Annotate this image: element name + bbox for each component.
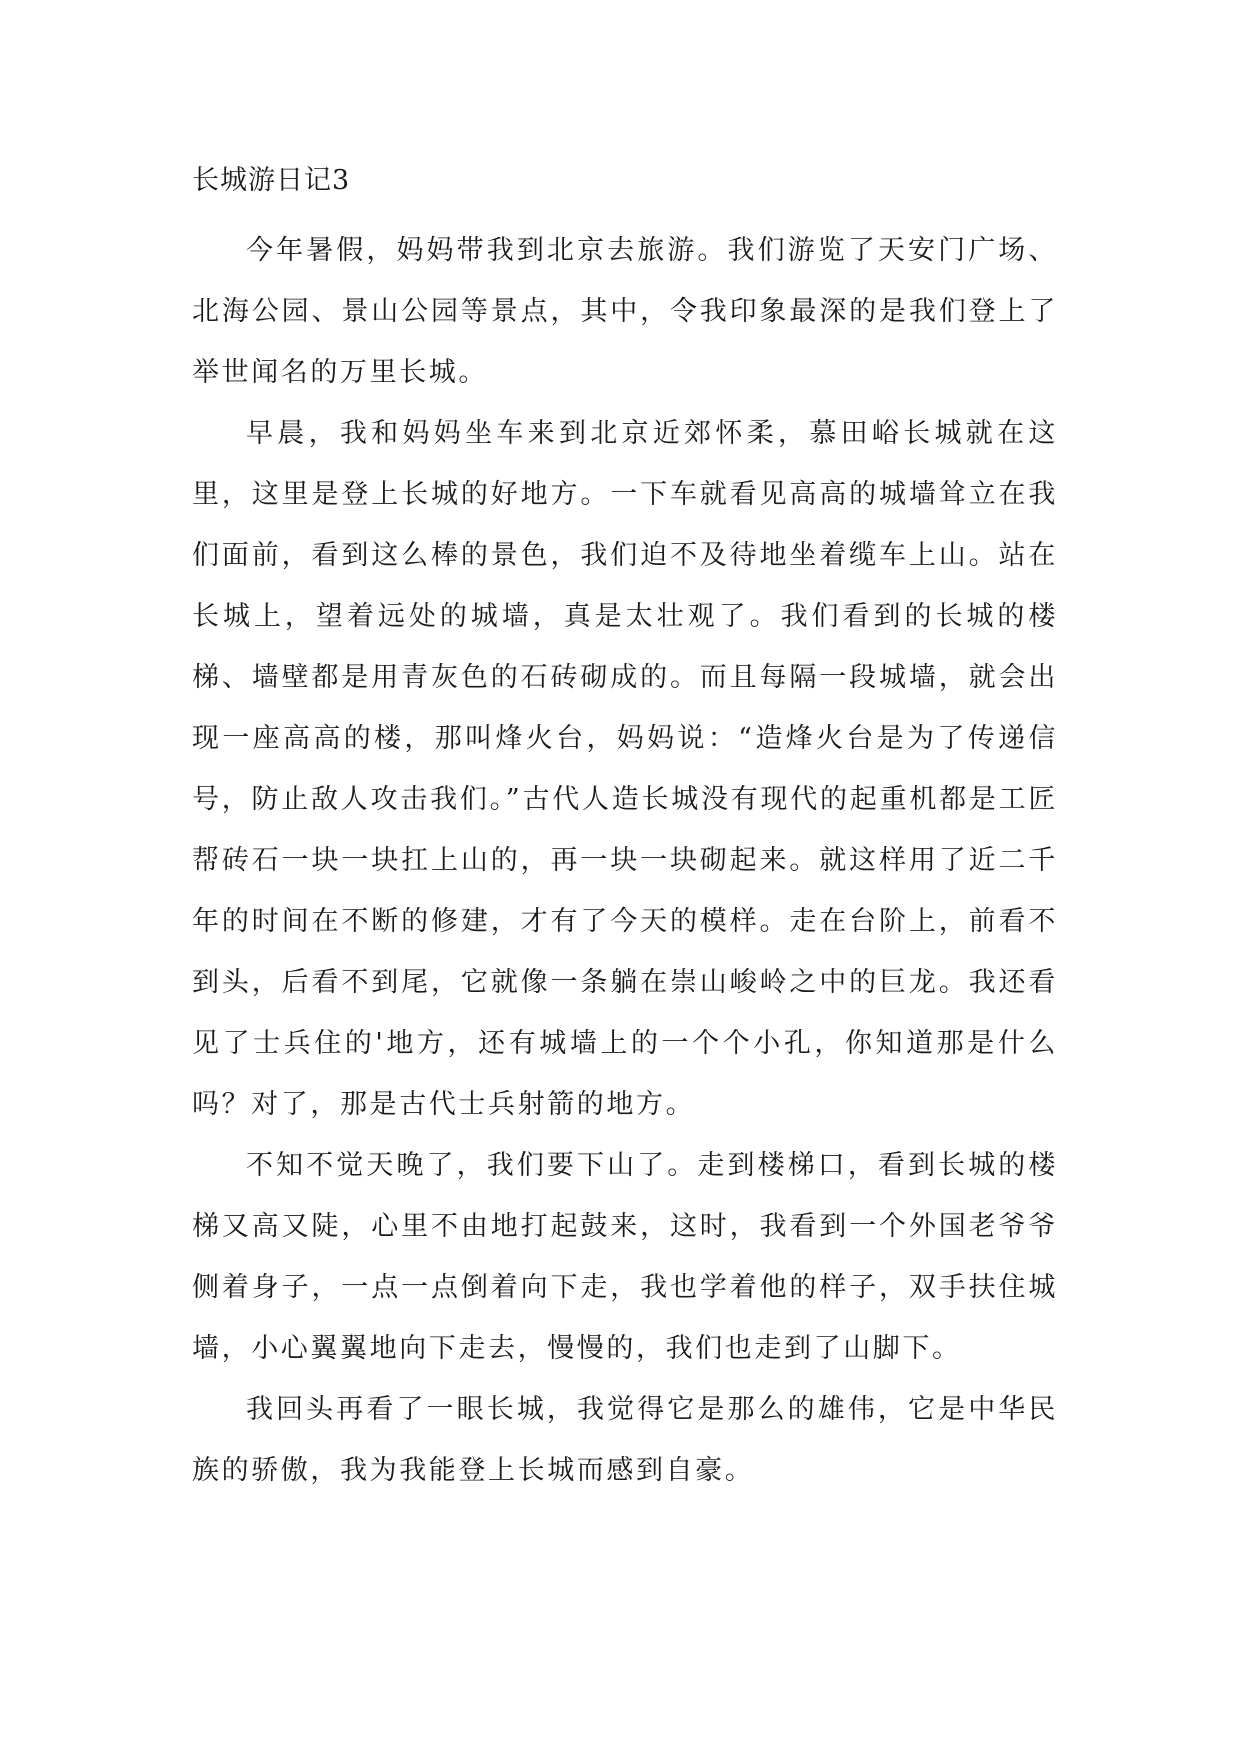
paragraph-1: 今年暑假，妈妈带我到北京去旅游。我们游览了天安门广场、北海公园、景山公园等景点，其中，令我印象最深的是我们登上了举世闻名的万里长城。 [192,235,1058,388]
paragraph-3: 不知不觉天晚了，我们要下山了。走到楼梯口，看到长城的楼梯又高又陡，心里不由地打起鼓来，这时，我看到一个外国老爷爷侧着身子，一点一点倒着向下走，我也学着他的样子，双手扶住城墙，小心翼翼地向下走去，慢慢的，我们也走到了山脚下。 [192,1150,1058,1364]
document-page [192,163,1058,1501]
paragraph-4: 我回头再看了一眼长城，我觉得它是那么的雄伟，它是中华民族的骄傲，我为我能登上长城而感到自豪。 [192,1394,1058,1486]
paragraph-2: 早晨，我和妈妈坐车来到北京近郊怀柔，慕田峪长城就在这里，这里是登上长城的好地方。一下车就看见高高的城墙耸立在我们面前，看到这么棒的景色，我们迫不及待地坐着缆车上山。站在长城上，望着远处的城墙，真是太壮观了。我们看到的长城的楼梯、墙壁都是用青灰色的石砖砌成的。而且每隔一段城墙，就会出现一座高高的楼，那叫烽火台，妈妈说：“造烽火台是为了传递信号，防止敌人攻击我们。”古代人造长城没有现代的起重机都是工匠帮砖石一块一块扛上山的，再一块一块砌起来。就这样用了近二千年的时间在不断的修建，才有了今天的模样。走在台阶上，前看不到头，后看不到尾，它就像一条躺在崇山峻岭之中的巨龙。我还看见了士兵住的'地方，还有城墙上的一个个小孔，你知道那是什么吗？对了，那是古代士兵射箭的地方。 [192,418,1058,1120]
document-title: 长城游日记3 [192,165,351,196]
